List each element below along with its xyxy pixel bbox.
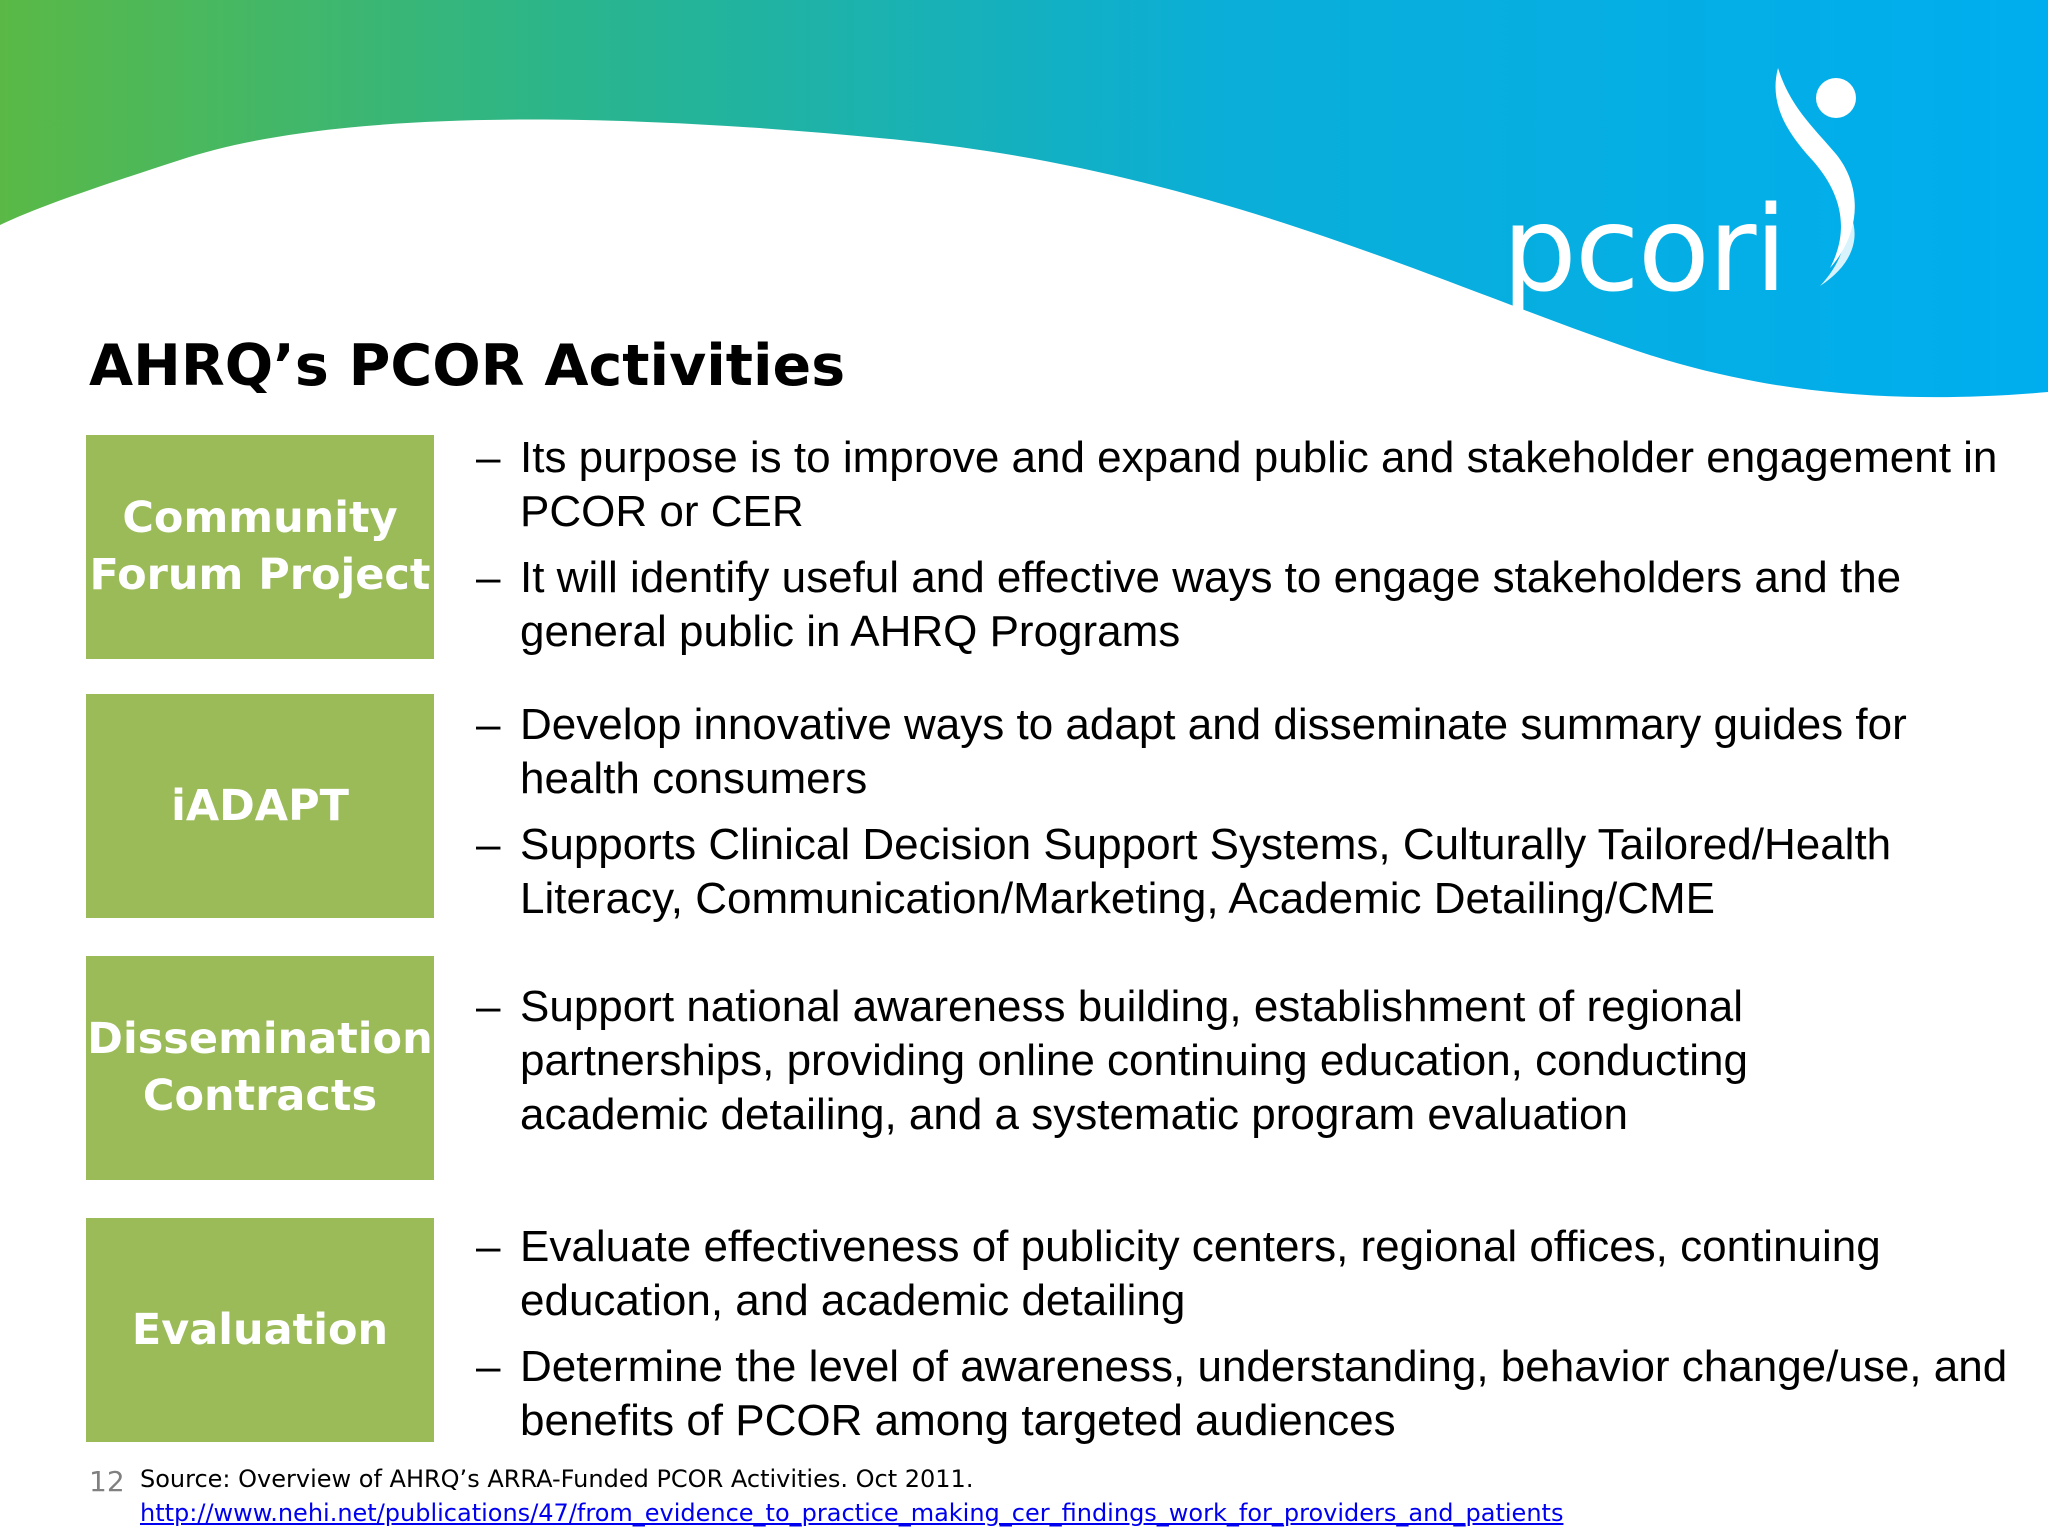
pcori-logo [1500, 50, 1900, 350]
bullet-item [476, 980, 1926, 1142]
label-box-evaluation [86, 1218, 434, 1442]
label-line1: Community [122, 493, 398, 544]
bullet-text: Evaluate effectiveness of publicity centers, regional offices, continuing education, and academic detailing [520, 1222, 1881, 1325]
bullet-item [476, 551, 2026, 659]
bullet-text: Support national awareness building, establishment of regional partnerships, providing online continuing education, conducting academic detailing, and a systematic program evaluation [520, 982, 1748, 1139]
page-title: AHRQ’s PCOR Activities [89, 333, 846, 399]
bullet-text: Its purpose is to improve and expand public and stakeholder engagement in PCOR or CER [520, 433, 1998, 536]
bullet-text: Develop innovative ways to adapt and disseminate summary guides for health consumers [520, 700, 1907, 803]
slide-number: 12 [89, 1465, 125, 1498]
label-line1: iADAPT [171, 780, 349, 831]
bullet-item [476, 698, 2026, 806]
pcori-wordmark: pcori [1502, 180, 1786, 318]
source-link[interactable]: http://www.nehi.net/publications/47/from_evidence_to_practice_making_cer_findings_work_for_providers_and_patients [140, 1499, 1564, 1527]
source-text: Source: Overview of AHRQ’s ARRA-Funded PCOR Activities. Oct 2011. [140, 1465, 974, 1493]
bullet-list [476, 980, 1926, 1154]
dash-marker: – [476, 1222, 501, 1271]
label-box-iadapt [86, 694, 434, 918]
label-line1: Evaluation [131, 1304, 389, 1355]
label-line2: Forum Project [89, 550, 431, 600]
bullet-text: Supports Clinical Decision Support Systems, Culturally Tailored/Health Literacy, Communication/Marketing, Academic Detailing/CME [520, 820, 1892, 923]
dash-marker: – [476, 433, 501, 482]
bullet-item [476, 818, 2026, 926]
bullet-list [476, 698, 2026, 938]
bullet-text: Determine the level of awareness, understanding, behavior change/use, and benefits of PCOR among targeted audiences [520, 1342, 2008, 1445]
label-box-community-forum [86, 435, 434, 659]
dash-marker: – [476, 700, 501, 749]
bullet-item [476, 431, 2026, 539]
pcori-figure-icon [1750, 50, 1890, 290]
bullet-item [476, 1220, 2026, 1328]
bullet-item [476, 1340, 2026, 1448]
label-line1: Dissemination [87, 1014, 433, 1065]
dash-marker: – [476, 553, 501, 602]
label-line2: Contracts [142, 1071, 378, 1121]
dash-marker: – [476, 982, 501, 1031]
dash-marker: – [476, 1342, 501, 1391]
dash-marker: – [476, 820, 501, 869]
label-box-dissemination-contracts [86, 956, 434, 1180]
bullet-list [476, 431, 2026, 671]
bullet-text: It will identify useful and effective ways to engage stakeholders and the general public in AHRQ Programs [520, 553, 1902, 656]
source-citation [140, 1462, 1563, 1530]
bullet-list [476, 1220, 2026, 1460]
